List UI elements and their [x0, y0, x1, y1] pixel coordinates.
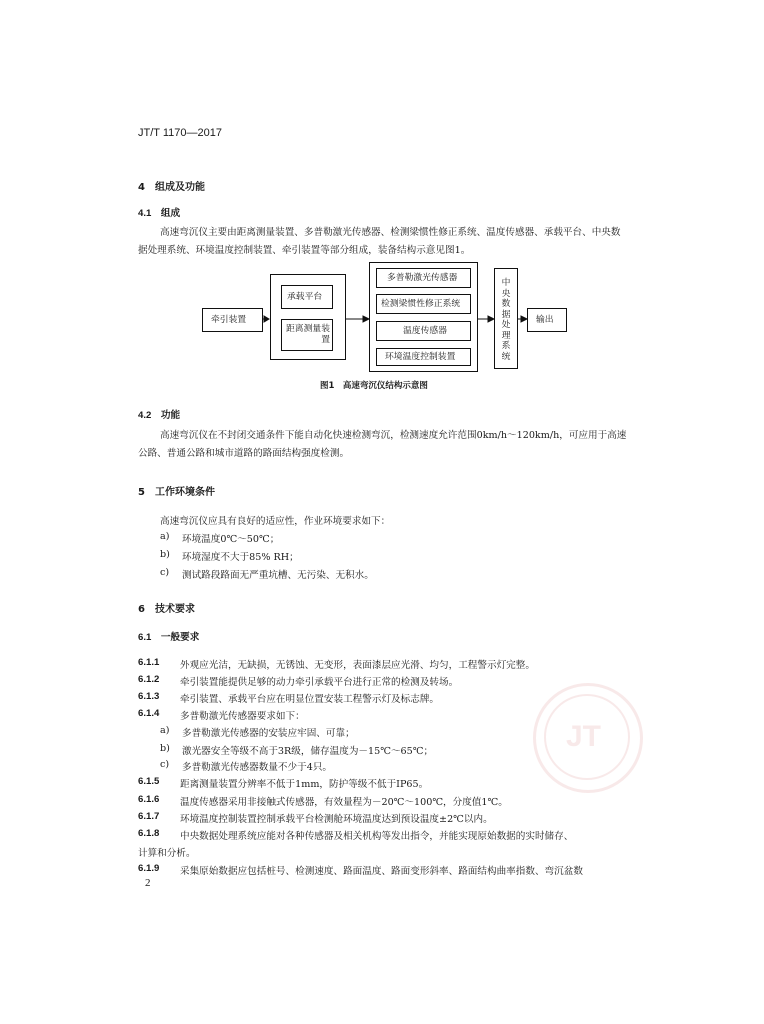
clause-number: 6.1.7 — [138, 811, 160, 822]
traction-box — [202, 308, 263, 332]
clause-number: 6.1.5 — [138, 776, 160, 787]
list-marker: c) — [160, 567, 170, 578]
clause-text: 多普勒激光传感器要求如下： — [180, 711, 305, 722]
list-item: 激光器安全等级不高于3R级，储存温度为－15℃～65℃； — [182, 746, 434, 757]
page-number: 2 — [145, 877, 151, 889]
list-marker: a) — [160, 531, 170, 542]
clause-text: 采集原始数据应包括桩号、检测速度、路面温度、路面变形斜率、路面结构曲率指数、弯沉盆数 — [180, 866, 583, 877]
temp-label: 温度传感器 — [403, 326, 447, 336]
list-item: 环境温度0℃～50℃； — [182, 534, 280, 545]
platform-box — [281, 285, 333, 309]
traction-label: 牵引装置 — [211, 315, 247, 325]
clause-number: 6.1.9 — [138, 863, 160, 874]
env-label: 环境温度控制装置 — [385, 352, 456, 362]
watermark-text: JT — [566, 720, 602, 753]
watermark-stamp — [533, 683, 643, 793]
clause-text: 牵引装置、承载平台应在明显位置安装工程警示灯及标志牌。 — [180, 694, 440, 705]
section-5-intro: 高速弯沉仪应具有良好的适应性，作业环境要求如下： — [160, 516, 391, 527]
beam-label: 检测梁惯性修正系统 — [381, 299, 461, 309]
list-marker: c) — [160, 759, 170, 770]
clause-text: 牵引装置能提供足够的动力牵引承载平台进行正常的检测及转场。 — [180, 677, 459, 688]
standard-code: JT/T 1170—2017 — [138, 127, 222, 139]
platform-group — [270, 274, 346, 360]
section-6-heading: 6 技术要求 — [138, 604, 195, 615]
clause-number: 6.1.3 — [138, 691, 160, 702]
section-4-heading: 4 组成及功能 — [138, 182, 205, 193]
list-item: 多普勒激光传感器数量不少于4只。 — [182, 762, 333, 773]
clause-text: 距离测量装置分辨率不低于1mm，防护等级不低于IP65。 — [180, 779, 429, 790]
clause-number: 6.1.4 — [138, 708, 160, 719]
beam-box — [376, 294, 471, 314]
output-box — [527, 308, 567, 332]
cpu-label: 中央数据处理系统 — [501, 278, 511, 362]
clause-number: 6.1.6 — [138, 794, 160, 805]
list-marker: a) — [160, 725, 170, 736]
output-label: 输出 — [536, 315, 554, 325]
list-marker: b) — [160, 549, 170, 560]
env-box — [376, 348, 471, 366]
list-item: 多普勒激光传感器的安装应牢固、可靠； — [182, 728, 355, 739]
clause-text: 环境温度控制装置控制承载平台检测舱环境温度达到预设温度±2℃以内。 — [180, 814, 493, 825]
platform-label: 承载平台 — [287, 292, 323, 302]
section-6-1-heading: 6.1 一般要求 — [138, 632, 200, 643]
section-4-2-heading: 4.2 功能 — [138, 410, 181, 421]
clause-number: 6.1.1 — [138, 657, 160, 668]
distance-label: 距离测量装置 — [286, 324, 330, 345]
clause-text: 外观应光洁，无缺损，无锈蚀、无变形，表面漆层应光滑、均匀，工程警示灯完整。 — [180, 660, 535, 671]
cpu-box — [494, 268, 518, 369]
figure-caption: 图1 高速弯沉仪结构示意图 — [320, 381, 428, 391]
list-item: 环境湿度不大于85% RH； — [182, 552, 299, 563]
sensor-group — [369, 262, 478, 372]
section-5-heading: 5 工作环境条件 — [138, 487, 215, 498]
doppler-label: 多普勒激光传感器 — [387, 273, 458, 283]
section-4-1-heading: 4.1 组成 — [138, 208, 181, 219]
list-item: 测试路段路面无严重坑槽、无污染、无积水。 — [182, 570, 374, 581]
temp-box — [376, 321, 471, 341]
distance-box — [281, 319, 333, 351]
clause-number: 6.1.2 — [138, 674, 160, 685]
list-marker: b) — [160, 743, 170, 754]
clause-number: 6.1.8 — [138, 828, 160, 839]
section-4-1-paragraph: 高速弯沉仪主要由距离测量装置、多普勒激光传感器、检测梁惯性修正系统、温度传感器、承载平台、中央数据处理系统、环境温度控制装置、牵引装置等部分组成，装备结构示意见图1。 — [138, 227, 621, 256]
clause-text-continued: 计算和分析。 — [138, 848, 196, 859]
section-4-2-paragraph: 高速弯沉仪在不封闭交通条件下能自动化快速检测弯沉，检测速度允许范围0km/h～120km/h，可应用于高速公路、普通公路和城市道路的路面结构强度检测。 — [138, 430, 627, 459]
doppler-box — [376, 268, 471, 288]
clause-text: 中央数据处理系统应能对各种传感器及相关机构等发出指令，并能实现原始数据的实时储存、 — [180, 831, 574, 842]
clause-text: 温度传感器采用非接触式传感器，有效量程为－20℃～100℃，分度值1℃。 — [180, 797, 508, 808]
